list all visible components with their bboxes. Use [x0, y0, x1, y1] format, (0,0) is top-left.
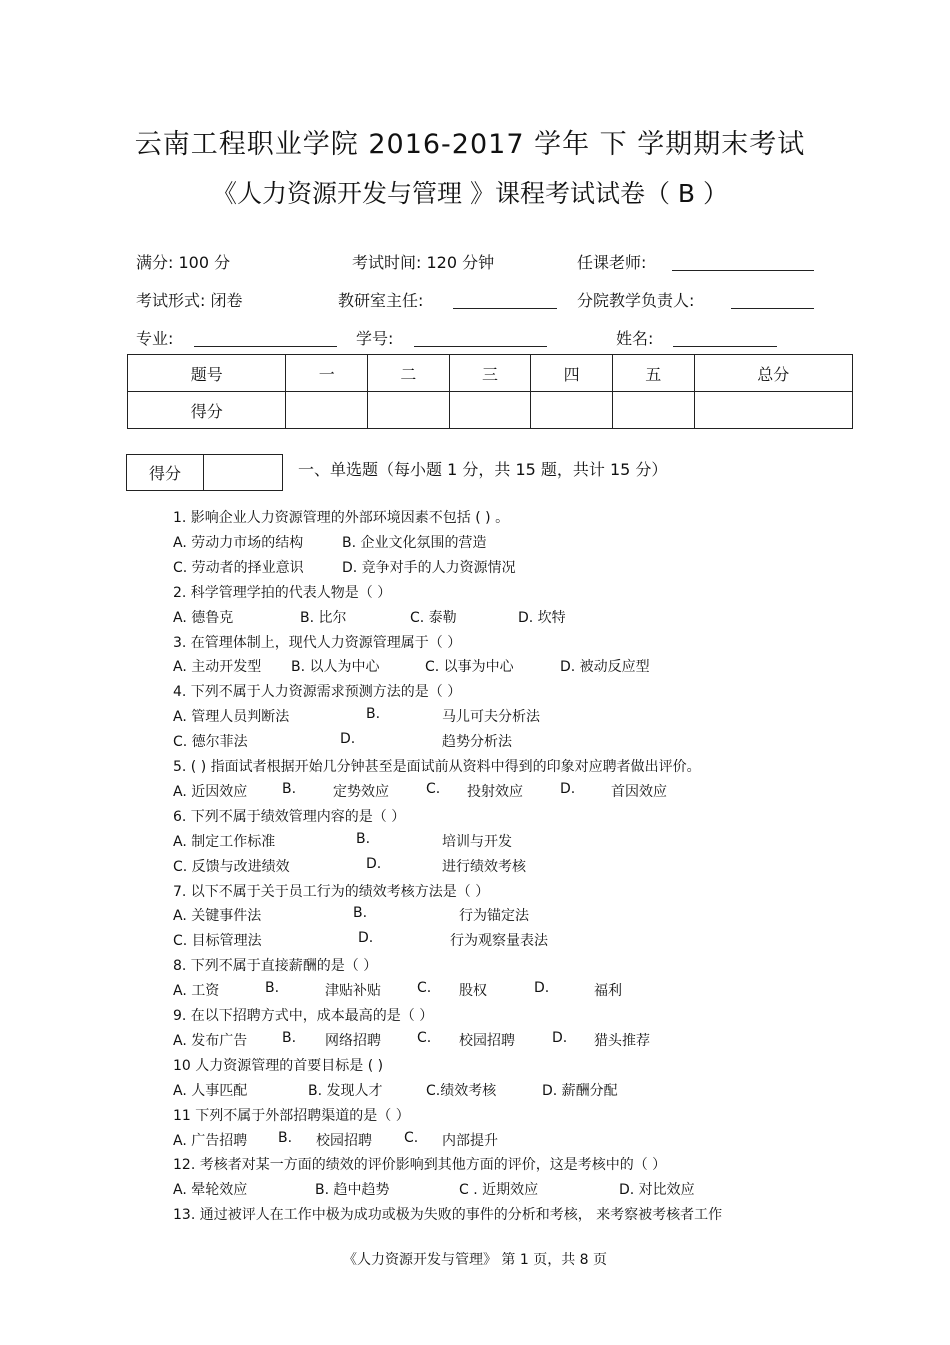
header-cell: 五	[612, 355, 694, 392]
option-text: A. 近因效应	[173, 783, 248, 800]
teacher-blank	[672, 252, 814, 271]
header-cell: 题号	[128, 355, 286, 392]
header-cell: 二	[368, 355, 450, 392]
option-text: C. 以事为中心	[425, 659, 514, 676]
question-text: 6. 下列不属于绩效管理内容的是（ ）	[173, 808, 406, 825]
question-text: 10 人力资源管理的首要目标是 ( )	[173, 1057, 384, 1074]
option-text: 股权	[459, 983, 487, 1000]
name-label: 姓名:	[616, 329, 654, 348]
option-text: C.绩效考核	[426, 1082, 497, 1099]
option-text: C.	[417, 1029, 432, 1046]
option-text: A. 工资	[173, 983, 220, 1000]
option-text: A. 劳动力市场的结构	[173, 534, 304, 551]
option-text: C. 劳动者的择业意识	[173, 559, 304, 576]
option-text: 校园招聘	[459, 1032, 515, 1049]
header-cell: 一	[286, 355, 368, 392]
option-text: B.	[353, 905, 368, 922]
option-text: A. 主动开发型	[173, 659, 262, 676]
score-table-header-row	[128, 355, 853, 392]
question-text: 7. 以下不属于关于员工行为的绩效考核方法是（ ）	[173, 883, 490, 900]
option-text: B.	[282, 1029, 297, 1046]
option-text: 首因效应	[611, 783, 667, 800]
option-text: A. 德鲁克	[173, 609, 234, 626]
option-text: C. 目标管理法	[173, 933, 262, 950]
option-text: D.	[366, 855, 382, 872]
option-text: C. 德尔菲法	[173, 734, 248, 751]
option-text: 津贴补贴	[325, 983, 381, 1000]
option-text: D. 竞争对手的人力资源情况	[342, 559, 516, 576]
option-text: B. 企业文化氛围的营造	[342, 534, 487, 551]
option-text: 进行绩效考核	[442, 858, 526, 875]
major-blank	[194, 328, 337, 347]
option-text: B.	[356, 830, 371, 847]
question-text: 3. 在管理体制上，现代人力资源管理属于（ ）	[173, 634, 462, 651]
question-text: 1. 影响企业人力资源管理的外部环境因素不包括 ( ) 。	[173, 510, 510, 526]
exam-time: 考试时间: 120 分钟	[352, 253, 495, 272]
option-text: A. 晕轮效应	[173, 1182, 248, 1199]
option-text: D. 薪酬分配	[542, 1082, 618, 1099]
option-text: 行为观察量表法	[450, 933, 548, 950]
score-cell	[612, 392, 694, 429]
option-text: B. 比尔	[300, 609, 347, 626]
major-label: 专业:	[136, 329, 174, 348]
option-text: 趋势分析法	[442, 734, 512, 751]
dept-head-blank	[453, 290, 557, 309]
score-table-score-row	[128, 392, 853, 429]
question-text: 5. ( ) 指面试者根据开始几分钟甚至是面试前从资料中得到的印象对应聘者做出评价。	[173, 759, 701, 775]
option-text: D.	[552, 1029, 568, 1046]
option-text: 行为锚定法	[459, 908, 529, 925]
option-text: B.	[282, 780, 297, 797]
option-text: C.	[417, 980, 432, 997]
option-text: B.	[278, 1129, 293, 1146]
score-table	[127, 354, 853, 429]
option-text: B. 发现人才	[308, 1082, 383, 1099]
option-text: B.	[265, 980, 280, 997]
exam-title: 云南工程职业学院 2016-2017 学年 下 学期期末考试	[134, 129, 806, 160]
option-text: C.	[404, 1129, 419, 1146]
option-text: D. 坎特	[518, 609, 566, 626]
score-cell	[694, 392, 852, 429]
option-text: 投射效应	[467, 783, 523, 800]
option-text: A. 制定工作标准	[173, 833, 276, 850]
option-text: D.	[534, 980, 550, 997]
teacher-label: 任课老师:	[577, 253, 647, 272]
option-text: A. 人事匹配	[173, 1082, 248, 1099]
option-text: D.	[340, 731, 356, 748]
option-text: B. 以人为中心	[291, 659, 380, 676]
question-text: 2. 科学管理学拍的代表人物是（ ）	[173, 584, 392, 601]
option-text: D. 被动反应型	[560, 659, 650, 676]
score-cell	[449, 392, 531, 429]
option-text: A. 管理人员判断法	[173, 709, 290, 726]
option-text: 猎头推荐	[594, 1032, 650, 1049]
section-score-box	[126, 454, 283, 491]
course-title: 《人力资源开发与管理 》课程考试试卷（ B ）	[212, 179, 728, 208]
option-text: A. 关键事件法	[173, 908, 262, 925]
dept-head-label: 教研室主任:	[338, 291, 424, 310]
full-score: 满分: 100 分	[136, 253, 231, 272]
header-cell: 四	[531, 355, 613, 392]
header-cell: 三	[449, 355, 531, 392]
option-text: 马儿可夫分析法	[442, 709, 540, 726]
option-text: 网络招聘	[325, 1032, 381, 1049]
option-text: D. 对比效应	[619, 1182, 695, 1199]
page-footer: 《人力资源开发与管理》 第 1 页，共 8 页	[342, 1252, 608, 1268]
header-cell: 总分	[694, 355, 852, 392]
section-score-label: 得分	[127, 455, 204, 490]
score-cell	[531, 392, 613, 429]
question-text: 4. 下列不属于人力资源需求预测方法的是（ ）	[173, 684, 462, 701]
student-id-label: 学号:	[356, 329, 394, 348]
option-text: C . 近期效应	[459, 1182, 539, 1199]
option-text: A. 发布广告	[173, 1032, 248, 1049]
option-text: B.	[366, 706, 381, 723]
option-text: A. 广告招聘	[173, 1132, 248, 1149]
exam-form: 考试形式: 闭卷	[136, 291, 243, 310]
option-text: D.	[560, 780, 576, 797]
question-text: 9. 在以下招聘方式中，成本最高的是（ ）	[173, 1008, 434, 1024]
option-text: C.	[426, 780, 441, 797]
option-text: D.	[358, 930, 374, 947]
option-text: 内部提升	[442, 1132, 498, 1149]
score-row-label: 得分	[128, 392, 286, 429]
option-text: 校园招聘	[316, 1132, 372, 1149]
question-text: 8. 下列不属于直接薪酬的是（ ）	[173, 958, 378, 975]
question-text: 13. 通过被评人在工作中极为成功或极为失败的事件的分析和考核， 来考察被考核者工作	[173, 1207, 723, 1224]
college-head-label: 分院教学负责人:	[577, 291, 695, 310]
option-text: C. 反馈与改进绩效	[173, 858, 290, 875]
question-text: 11 下列不属于外部招聘渠道的是（ ）	[173, 1107, 410, 1124]
score-cell	[368, 392, 450, 429]
option-text: 培训与开发	[442, 833, 512, 850]
section-title: 一、单选题（每小题 1 分，共 15 题，共计 15 分）	[298, 460, 668, 479]
option-text: 福利	[594, 983, 622, 1000]
score-cell	[286, 392, 368, 429]
name-blank	[673, 328, 777, 347]
option-text: C. 泰勒	[410, 609, 457, 626]
student-id-blank	[414, 328, 547, 347]
option-text: B. 趋中趋势	[315, 1182, 390, 1199]
college-head-blank	[731, 290, 814, 309]
question-text: 12. 考核者对某一方面的绩效的评价影响到其他方面的评价，这是考核中的（ ）	[173, 1157, 667, 1174]
option-text: 定势效应	[333, 783, 389, 800]
